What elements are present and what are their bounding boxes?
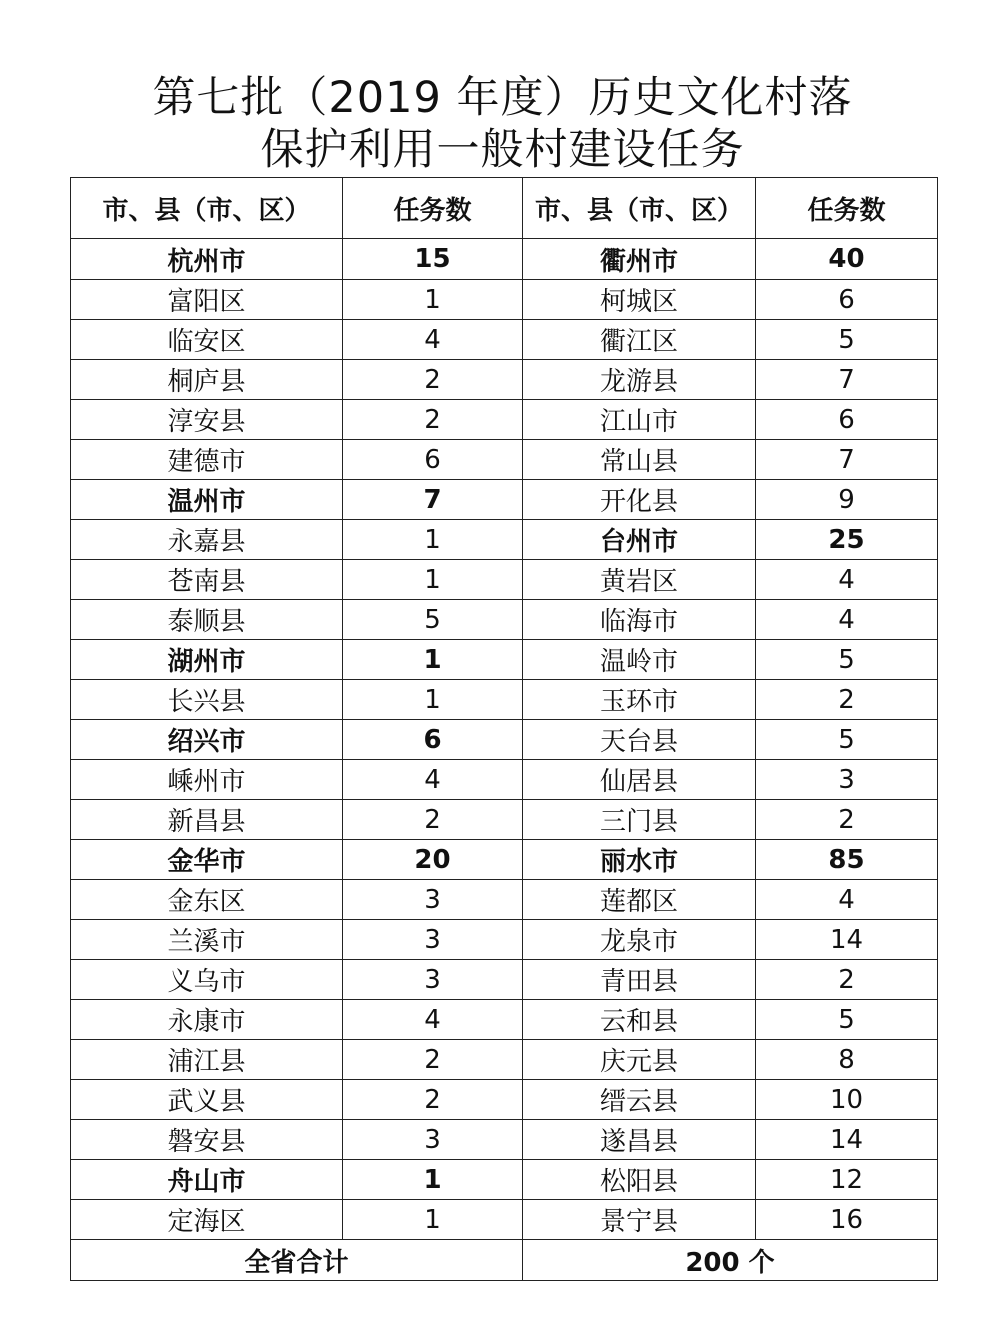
task-count-left: 2 (343, 1080, 523, 1120)
task-count-left: 2 (343, 800, 523, 840)
total-row (71, 1240, 938, 1281)
task-count-left: 6 (343, 440, 523, 480)
region-name-left: 湖州市 (71, 640, 343, 680)
table-row (71, 480, 938, 520)
region-name-right: 青田县 (523, 960, 756, 1000)
task-count-right: 4 (756, 560, 938, 600)
task-count-right: 85 (756, 840, 938, 880)
total-label: 全省合计 (71, 1240, 523, 1281)
region-name-left: 浦江县 (71, 1040, 343, 1080)
region-name-right: 莲都区 (523, 880, 756, 920)
task-count-left: 3 (343, 1120, 523, 1160)
task-count-right: 8 (756, 1040, 938, 1080)
task-count-left: 15 (343, 239, 523, 280)
table-row (71, 440, 938, 480)
region-name-left: 临安区 (71, 320, 343, 360)
region-name-right: 温岭市 (523, 640, 756, 680)
region-name-left: 建德市 (71, 440, 343, 480)
document-title-line-1: 第七批（2019 年度）历史文化村落 (152, 73, 853, 123)
task-count-right: 9 (756, 480, 938, 520)
region-name-left: 舟山市 (71, 1160, 343, 1200)
region-name-right: 遂昌县 (523, 1120, 756, 1160)
task-count-left: 7 (343, 480, 523, 520)
region-name-left: 永嘉县 (71, 520, 343, 560)
task-count-left: 4 (343, 760, 523, 800)
task-count-right: 5 (756, 720, 938, 760)
region-name-right: 衢江区 (523, 320, 756, 360)
task-count-left: 1 (343, 560, 523, 600)
table-row (71, 720, 938, 760)
task-count-right: 5 (756, 320, 938, 360)
table-row (71, 560, 938, 600)
region-name-left: 杭州市 (71, 239, 343, 280)
table-row (71, 1040, 938, 1080)
region-name-right: 天台县 (523, 720, 756, 760)
task-count-left: 3 (343, 960, 523, 1000)
task-count-left: 1 (343, 520, 523, 560)
table-row (71, 1160, 938, 1200)
region-name-right: 江山市 (523, 400, 756, 440)
table-row (71, 239, 938, 280)
task-count-left: 2 (343, 360, 523, 400)
table-header-row (71, 178, 938, 239)
task-count-left: 2 (343, 1040, 523, 1080)
task-count-right: 7 (756, 440, 938, 480)
header-count-left: 任务数 (343, 178, 523, 239)
task-count-right: 7 (756, 360, 938, 400)
region-name-right: 玉环市 (523, 680, 756, 720)
region-name-right: 开化县 (523, 480, 756, 520)
table-row (71, 960, 938, 1000)
region-name-left: 苍南县 (71, 560, 343, 600)
table-row (71, 680, 938, 720)
task-count-left: 1 (343, 280, 523, 320)
region-name-left: 兰溪市 (71, 920, 343, 960)
region-name-right: 龙泉市 (523, 920, 756, 960)
table-row (71, 400, 938, 440)
region-name-right: 景宁县 (523, 1200, 756, 1240)
task-count-right: 4 (756, 600, 938, 640)
task-count-left: 3 (343, 920, 523, 960)
task-count-left: 4 (343, 1000, 523, 1040)
task-count-right: 5 (756, 640, 938, 680)
region-name-left: 长兴县 (71, 680, 343, 720)
task-count-right: 14 (756, 1120, 938, 1160)
table-row (71, 320, 938, 360)
region-name-right: 丽水市 (523, 840, 756, 880)
table-row (71, 920, 938, 960)
table-row (71, 520, 938, 560)
task-count-left: 5 (343, 600, 523, 640)
task-count-left: 20 (343, 840, 523, 880)
task-count-right: 2 (756, 960, 938, 1000)
task-count-left: 6 (343, 720, 523, 760)
region-name-left: 定海区 (71, 1200, 343, 1240)
region-name-left: 金东区 (71, 880, 343, 920)
task-count-left: 2 (343, 400, 523, 440)
task-count-left: 1 (343, 1160, 523, 1200)
region-name-left: 淳安县 (71, 400, 343, 440)
task-count-left: 4 (343, 320, 523, 360)
task-count-right: 4 (756, 880, 938, 920)
table-row (71, 800, 938, 840)
task-count-left: 1 (343, 640, 523, 680)
table-row (71, 880, 938, 920)
table-row (71, 280, 938, 320)
region-name-left: 新昌县 (71, 800, 343, 840)
task-count-right: 2 (756, 800, 938, 840)
region-name-right: 仙居县 (523, 760, 756, 800)
table-row (71, 1120, 938, 1160)
region-name-left: 义乌市 (71, 960, 343, 1000)
table-row (71, 1000, 938, 1040)
task-count-right: 2 (756, 680, 938, 720)
document-title-line-2: 保护利用一般村建设任务 (260, 125, 745, 175)
task-count-right: 25 (756, 520, 938, 560)
table-row (71, 840, 938, 880)
table-row (71, 360, 938, 400)
region-name-left: 泰顺县 (71, 600, 343, 640)
task-count-right: 10 (756, 1080, 938, 1120)
region-name-right: 台州市 (523, 520, 756, 560)
region-name-right: 三门县 (523, 800, 756, 840)
table-row (71, 760, 938, 800)
region-name-right: 常山县 (523, 440, 756, 480)
task-count-right: 6 (756, 280, 938, 320)
region-name-left: 武义县 (71, 1080, 343, 1120)
table-row (71, 600, 938, 640)
task-count-right: 3 (756, 760, 938, 800)
region-name-right: 云和县 (523, 1000, 756, 1040)
region-name-right: 柯城区 (523, 280, 756, 320)
header-count-right: 任务数 (756, 178, 938, 239)
region-name-right: 临海市 (523, 600, 756, 640)
header-region-left: 市、县（市、区） (71, 178, 343, 239)
task-count-right: 14 (756, 920, 938, 960)
table-row (71, 640, 938, 680)
task-count-right: 5 (756, 1000, 938, 1040)
table-row (71, 1200, 938, 1240)
task-table (70, 177, 938, 1281)
region-name-right: 松阳县 (523, 1160, 756, 1200)
region-name-left: 桐庐县 (71, 360, 343, 400)
region-name-left: 富阳区 (71, 280, 343, 320)
region-name-left: 绍兴市 (71, 720, 343, 760)
task-count-right: 6 (756, 400, 938, 440)
header-region-right: 市、县（市、区） (523, 178, 756, 239)
region-name-left: 磐安县 (71, 1120, 343, 1160)
task-count-left: 3 (343, 880, 523, 920)
region-name-right: 缙云县 (523, 1080, 756, 1120)
task-count-left: 1 (343, 1200, 523, 1240)
task-count-left: 1 (343, 680, 523, 720)
task-count-right: 40 (756, 239, 938, 280)
region-name-left: 永康市 (71, 1000, 343, 1040)
task-count-right: 16 (756, 1200, 938, 1240)
region-name-right: 黄岩区 (523, 560, 756, 600)
total-value: 200 个 (523, 1240, 938, 1281)
table-row (71, 1080, 938, 1120)
task-count-right: 12 (756, 1160, 938, 1200)
region-name-right: 庆元县 (523, 1040, 756, 1080)
region-name-left: 金华市 (71, 840, 343, 880)
region-name-right: 衢州市 (523, 239, 756, 280)
region-name-left: 温州市 (71, 480, 343, 520)
region-name-left: 嵊州市 (71, 760, 343, 800)
region-name-right: 龙游县 (523, 360, 756, 400)
